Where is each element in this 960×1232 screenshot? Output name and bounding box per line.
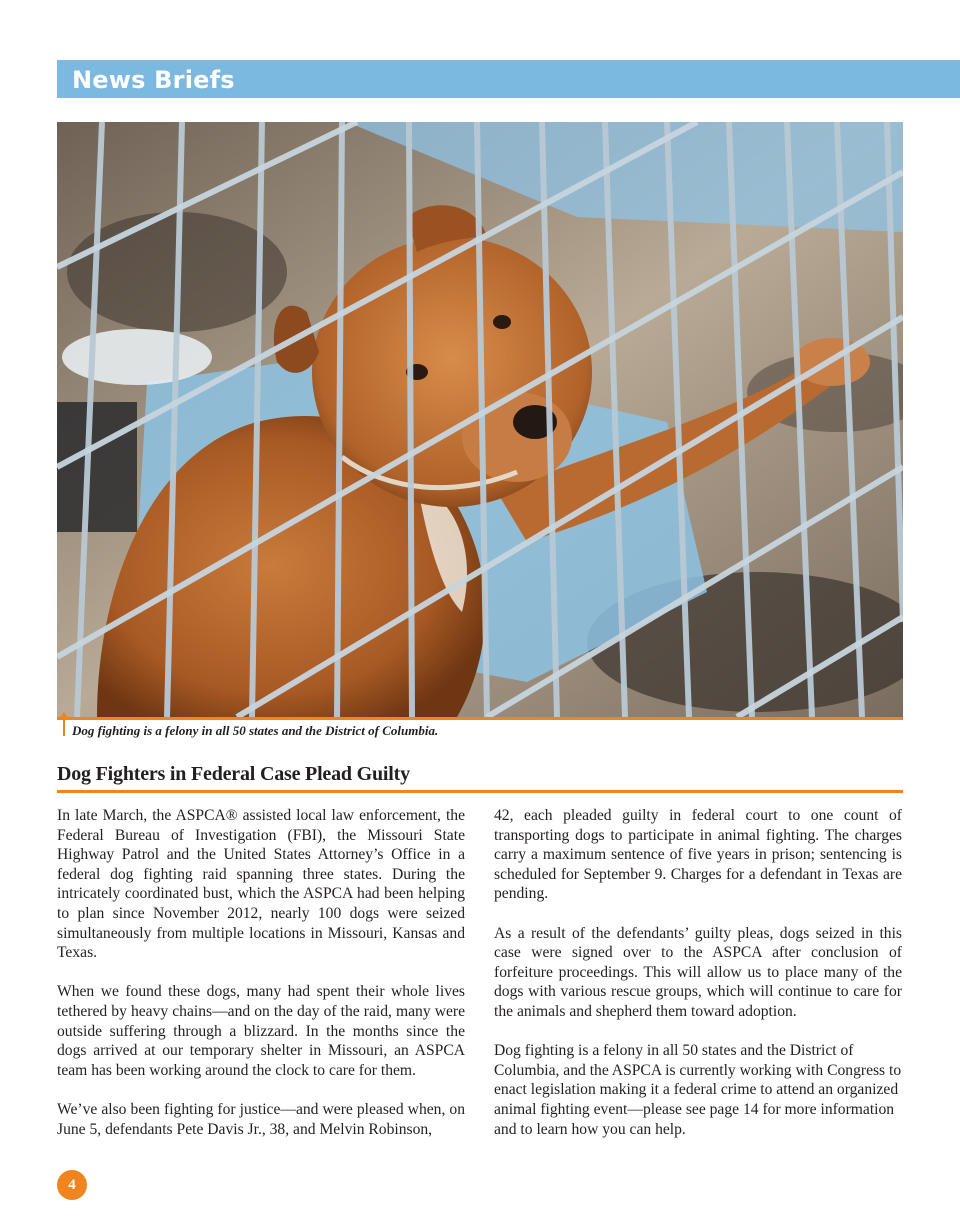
photo-caption: Dog fighting is a felony in all 50 states and the District of Columbia. <box>72 723 439 738</box>
paragraph: As a result of the defendants’ guilty pleas, dogs seized in this case were signed over to the ASPCA after conclusion of forfeiture proceedings. This will allow us to place many of the dogs with various rescue groups, which will continue to care for the animals and shepherd them toward adoption. <box>494 924 902 1020</box>
article-right-column <box>494 806 902 1159</box>
article-left-column <box>57 806 465 1159</box>
paragraph: In late March, the ASPCA® assisted local law enforcement, the Federal Bureau of Investigation (FBI), the Missouri State Highway Patrol and the United States Attorney’s Office in a federal dog fighting raid spanning three states. During the intricately coordinated bust, which the ASPCA had been helping to plan since November 2012, nearly 100 dogs were seized simultaneously from multiple locations in Missouri, Kansas and Texas. <box>57 807 465 962</box>
paragraph: We’ve also been fighting for justice—and were pleased when, on June 5, defendants Pete Davis Jr., 38, and Melvin Robinson, <box>57 1100 465 1138</box>
section-header-bar <box>57 60 960 98</box>
article-headline: Dog Fighters in Federal Case Plead Guilty <box>57 763 410 785</box>
paragraph: 42, each pleaded guilty in federal court to one count of transporting dogs to participate in animal fighting. The charges carry a maximum sentence of five years in prison; sentencing is scheduled for September 9. Charges for a defendant in Texas are pending. <box>494 807 902 903</box>
paragraph: Dog fighting is a felony in all 50 states and the District of Columbia, and the ASPCA is currently working with Congress to enact legislation making it a federal crime to attend an organized animal fighting event—please see page 14 for more information and to learn how you can help. <box>494 1042 902 1138</box>
photo-illustration <box>57 122 903 717</box>
page-number-badge: 4 <box>57 1170 87 1200</box>
paragraph: When we found these dogs, many had spent their whole lives tethered by heavy chains—and on the day of the raid, many were outside suffering through a blizzard. In the months since the dogs arrived at our temporary shelter in Missouri, an ASPCA team has been working around the clock to care for them. <box>57 983 465 1079</box>
headline-rule <box>57 790 903 793</box>
photo-bottom-rule <box>57 717 903 720</box>
caption-pointer-icon <box>59 712 69 719</box>
caption-stem <box>63 719 65 736</box>
section-title: News Briefs <box>72 66 235 94</box>
dog-in-cage-photo <box>57 122 903 717</box>
